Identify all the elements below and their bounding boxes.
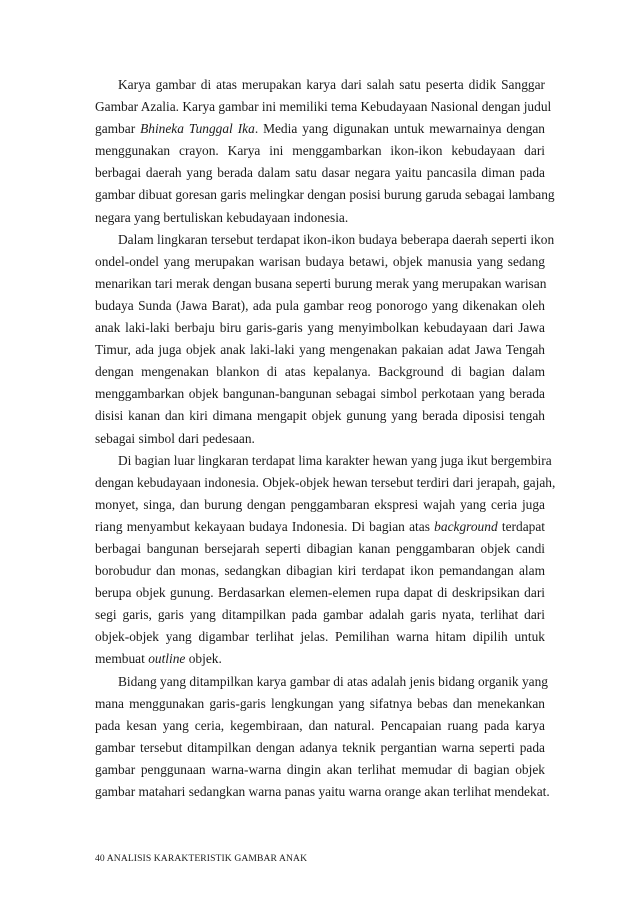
text-line: berbagai daerah yang berada dalam satu dasar negara yaitu pancasila diman pada <box>95 165 545 181</box>
text-line: Gambar Azalia. Karya gambar ini memiliki tema Kebudayaan Nasional dengan judul <box>95 99 552 115</box>
text-line: Timur, ada juga objek anak laki-laki yang mengenakan pakaian adat Jawa Tengah <box>95 342 545 358</box>
text-line: gambar penggunaan warna-warna dingin akan terlihat memudar di bagian objek <box>95 761 545 777</box>
text-line: sebagai simbol dari pedesaan. <box>95 430 255 446</box>
text-line: Di bagian luar lingkaran terdapat lima karakter hewan yang juga ikut bergembira <box>118 452 552 468</box>
text-line: gambar Bhineka Tunggal Ika. Media yang digunakan untuk mewarnainya dengan <box>95 121 546 137</box>
text-line: negara yang bertuliskan kebudayaan indonesia. <box>95 209 349 225</box>
text-line: pada kesan yang ceria, kegembiraan, dan natural. Pencapaian ruang pada karya <box>95 717 545 733</box>
running-title: ANALISIS KARAKTERISTIK GAMBAR ANAK <box>106 853 308 864</box>
text-line: membuat outline objek. <box>95 651 222 667</box>
text-line: Karya gambar di atas merupakan karya dari salah satu peserta didik Sanggar <box>118 77 545 92</box>
paragraph <box>95 229 555 450</box>
text-line: berupa objek gunung. Berdasarkan elemen-elemen rupa dapat di deskripsikan dari <box>95 585 545 601</box>
paragraph <box>95 671 550 804</box>
text-line: gambar tersebut ditampilkan dengan adanya teknik pergantian warna seperti pada <box>95 739 545 755</box>
text-line: dengan mengenakan blankon di atas kepalanya. Background di bagian dalam <box>95 364 545 380</box>
text-line: menggambarkan objek bangunan-bangunan sebagai simbol perkotaan yang berada <box>95 386 545 402</box>
text-line: borobudur dan monas, sedangkan dibagian kiri terdapat ikon pemandangan alam <box>95 563 545 579</box>
text-line: dengan kebudayaan indonesia. Objek-objek hewan tersebut terdiri dari jerapah, gajah, <box>95 474 556 490</box>
text-line: budaya Sunda (Jawa Barat), ada pula gambar reog ponorogo yang dikenakan oleh <box>95 297 545 313</box>
text-line: ondel-ondel yang merupakan warisan budaya betawi, objek manusia yang sedang <box>95 253 545 269</box>
paragraph <box>95 74 555 229</box>
page-body <box>95 74 556 803</box>
text-line: segi garis, garis yang ditampilkan pada gambar adalah garis nyata, terlihat dari <box>95 607 545 623</box>
text-line: objek-objek yang digambar terlihat jelas. Pemilihan warna hitam dipilih untuk <box>95 629 545 645</box>
text-line: Dalam lingkaran tersebut terdapat ikon-ikon budaya beberapa daerah seperti ikon <box>118 231 555 247</box>
text-line: monyet, singa, dan burung dengan penggambaran ekspresi wajah yang ceria juga <box>95 496 545 512</box>
text-line: menarikan tari merak dengan busana seperti burung merak yang merupakan warisan <box>95 275 547 291</box>
page-footer <box>95 853 307 864</box>
text-line: disisi kanan dan kiri dimana mengapit objek gunung yang berada diposisi tengah <box>95 408 545 424</box>
text-line: berbagai bangunan bersejarah seperti dibagian kanan penggambaran objek candi <box>95 540 545 556</box>
text-line: Bidang yang ditampilkan karya gambar di atas adalah jenis bidang organik yang <box>118 673 548 689</box>
page-number: 40 <box>95 853 105 864</box>
text-line: gambar dibuat goresan garis melingkar dengan posisi burung garuda sebagai lambang <box>95 187 555 203</box>
text-line: gambar matahari sedangkan warna panas yaitu warna orange akan terlihat mendekat. <box>95 784 550 799</box>
paragraph <box>95 450 556 671</box>
text-line: mana menggunakan garis-garis lengkungan yang sifatnya bebas dan menekankan <box>95 695 545 711</box>
text-line: menggunakan crayon. Karya ini menggambarkan ikon-ikon kebudayaan dari <box>95 143 545 159</box>
text-line: riang menyambut kekayaan budaya Indonesia. Di bagian atas background terdapat <box>95 518 545 534</box>
text-line: anak laki-laki berbaju biru garis-garis yang menyimbolkan kebudayaan dari Jawa <box>95 320 545 336</box>
